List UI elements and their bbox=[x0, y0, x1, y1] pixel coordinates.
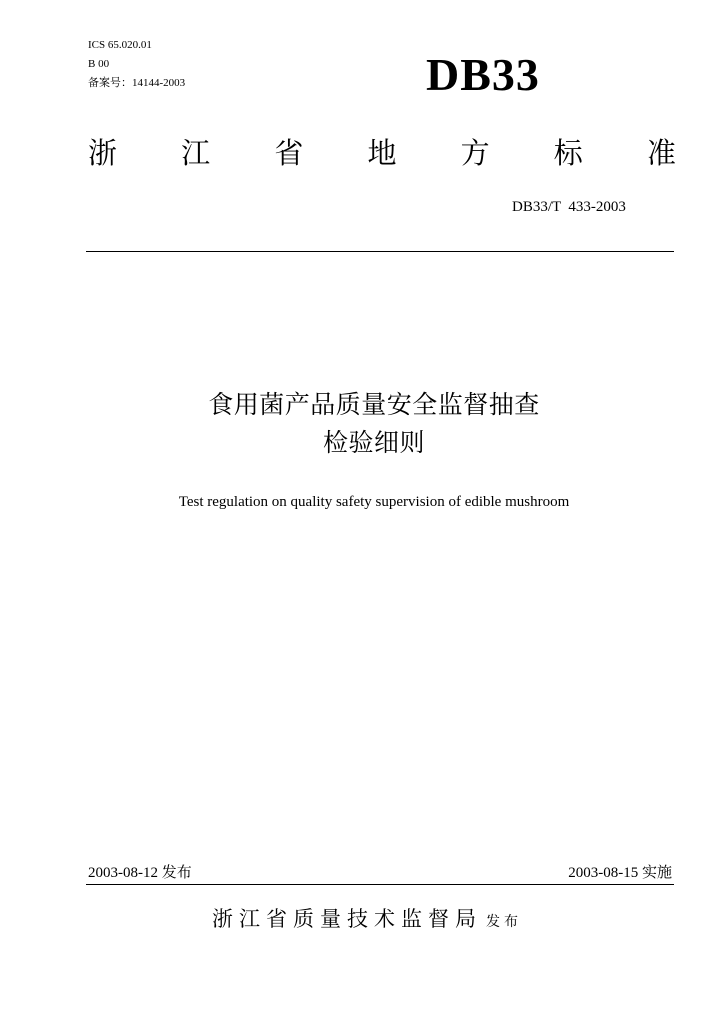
issuer-line bbox=[0, 904, 724, 937]
standard-type-char: 方 bbox=[460, 136, 490, 170]
english-title: Test regulation on quality safety supervision of edible mushroom bbox=[178, 494, 570, 510]
standard-number: DB33/T 433-2003 bbox=[512, 199, 626, 215]
chinese-title-line-2: 检验细则 bbox=[322, 428, 425, 457]
ccs-code: B 00 bbox=[88, 58, 110, 70]
top-divider bbox=[86, 251, 674, 252]
standard-type-char: 省 bbox=[274, 136, 304, 170]
chinese-title-line-1: 食用菌产品质量安全监督抽查 bbox=[208, 390, 540, 419]
issue-date: 2003-08-12 发布 bbox=[88, 865, 192, 881]
issuer-name: 浙江省质量技术监督局 bbox=[212, 907, 482, 931]
standard-type-title bbox=[88, 136, 676, 170]
standard-type-char: 浙 bbox=[88, 136, 118, 170]
bottom-divider bbox=[86, 884, 674, 885]
record-number: 备案号：14144-2003 bbox=[88, 77, 186, 89]
implementation-date: 2003-08-15 实施 bbox=[568, 865, 672, 881]
db-code-logo: DB33 bbox=[426, 49, 540, 100]
standard-type-char: 准 bbox=[646, 136, 676, 170]
standard-type-char: 标 bbox=[553, 136, 583, 170]
issuer-suffix: 发布 bbox=[486, 914, 522, 930]
standard-type-char: 地 bbox=[367, 136, 397, 170]
ics-code: ICS 65.020.01 bbox=[88, 39, 152, 51]
standard-type-char: 江 bbox=[181, 136, 211, 170]
